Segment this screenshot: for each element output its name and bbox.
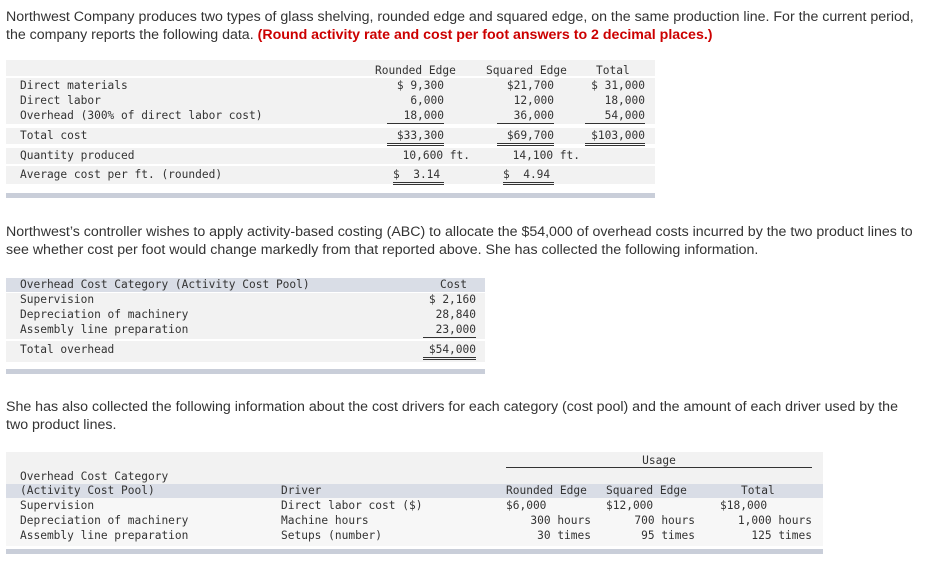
intro-paragraph	[6, 8, 936, 44]
cell-total: $ 31,000	[591, 79, 645, 92]
cost-driver-paragraph: She has also collected the following information about the cost drivers for each category (cost pool) and the amount of each driver used by the two product lines.	[6, 399, 898, 433]
category-cost: 23,000	[423, 323, 476, 338]
driver-label: Setups (number)	[281, 529, 383, 542]
cell-total: $103,000	[585, 129, 645, 146]
usage-squared: 700 hours	[634, 514, 695, 527]
category-label: Depreciation of machinery	[20, 308, 189, 321]
abc-paragraph: Northwest’s controller wishes to apply activity-based costing (ABC) to allocate the $54,000 of overhead costs incurred by the two product lines to see whether cost per foot would change markedly from that reported above. She has collected the following information.	[6, 224, 913, 258]
cell-squared: $69,700	[497, 129, 554, 146]
cell-squared: $21,700	[506, 79, 554, 92]
usage-total: $18,000	[720, 499, 768, 512]
cell-total: 54,000	[585, 109, 645, 124]
cell-squared: $ 4.94	[503, 168, 554, 185]
row-label: Direct materials	[20, 79, 128, 92]
row-label: Quantity produced	[20, 149, 135, 162]
overhead-cost-table	[6, 278, 485, 372]
row-label: Overhead (300% of direct labor cost)	[20, 109, 263, 122]
usage-total: 1,000 hours	[737, 514, 812, 527]
driver-label: Direct labor cost ($)	[281, 499, 423, 512]
row-label: Total cost	[20, 129, 88, 142]
row-label: Direct labor	[20, 94, 101, 107]
cell-squared: 36,000	[497, 109, 554, 124]
usage-squared: $12,000	[606, 499, 654, 512]
table1-bottom-rule	[6, 193, 655, 198]
cell-rounded: 10,600 ft.	[402, 149, 470, 162]
category-label: Supervision	[20, 499, 95, 512]
usage-total: 125 times	[751, 529, 812, 542]
header-total: Total	[596, 64, 630, 77]
cell-rounded: $ 9,300	[396, 79, 444, 92]
cell-squared: 14,100 ft.	[512, 149, 580, 162]
driver-label: Machine hours	[281, 514, 369, 527]
cell-rounded: $33,300	[387, 129, 444, 146]
category-cost: 28,840	[435, 308, 476, 321]
usage-label: Usage	[642, 454, 676, 467]
header-total: Total	[741, 484, 775, 497]
category-label: Supervision	[20, 293, 95, 306]
total-overhead-label: Total overhead	[20, 343, 115, 356]
header-rounded-edge: Rounded Edge	[375, 64, 456, 77]
category-label: Depreciation of machinery	[20, 514, 189, 527]
row-label: Average cost per ft. (rounded)	[20, 168, 223, 181]
usage-rounded: 30 times	[537, 529, 591, 542]
category-cost: $ 2,160	[428, 293, 476, 306]
cell-rounded: 6,000	[410, 94, 444, 107]
usage-rounded: 300 hours	[530, 514, 591, 527]
cell-rounded: 18,000	[387, 109, 444, 124]
rounding-instruction: (Round activity rate and cost per foot answers to 2 decimal places.)	[257, 27, 713, 43]
header-squared-edge: Squared Edge	[486, 64, 567, 77]
header-squared-edge: Squared Edge	[606, 484, 687, 497]
total-overhead-cost: $54,000	[423, 343, 476, 360]
table1-row-band	[6, 128, 655, 144]
usage-rule	[506, 467, 812, 468]
category-label: Assembly line preparation	[20, 323, 189, 336]
usage-squared: 95 times	[641, 529, 695, 542]
usage-rounded: $6,000	[506, 499, 547, 512]
cell-squared: 12,000	[513, 94, 554, 107]
table3-bottom-rule	[6, 549, 823, 554]
header-category-line2: (Activity Cost Pool)	[20, 484, 155, 497]
cell-total: 18,000	[604, 94, 645, 107]
category-label: Assembly line preparation	[20, 529, 189, 542]
cost-data-table	[6, 60, 655, 200]
header-category: Overhead Cost Category (Activity Cost Pool)	[20, 278, 310, 291]
header-cost: Cost	[440, 278, 467, 291]
intro-text: Northwest Company produces two types of glass shelving, rounded edge and squared edge, on the same production line. For the current period, the company reports the following data.	[6, 9, 914, 43]
header-driver: Driver	[281, 484, 322, 497]
header-rounded-edge: Rounded Edge	[506, 484, 587, 497]
cost-driver-table	[6, 452, 823, 552]
table2-bottom-rule	[6, 369, 485, 374]
cell-rounded: $ 3.14	[393, 168, 444, 185]
header-category-line1: Overhead Cost Category	[20, 470, 169, 483]
